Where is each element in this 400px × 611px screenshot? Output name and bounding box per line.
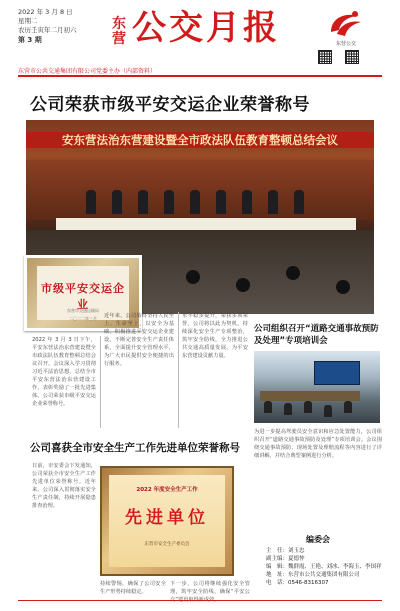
second-column-4: 下一步，公司将继续强化安全管理，筑牢安全防线，确保“平安公 (170, 581, 250, 595)
lunar-date: 农历壬寅年二月初六 (18, 26, 77, 34)
date-block (18, 8, 77, 45)
second-column-1: 日前，市安委会下发通知，公司荣获全市安全生产工作先进单位荣誉称号。近年来，公司深入贯彻落实安全生产责任制，持续开展隐患排查治理。 (32, 463, 96, 509)
weekday: 星期二 (18, 17, 38, 25)
award-recipients (86, 190, 304, 214)
editorial-board (254, 534, 382, 594)
lead-column-3: 水平稳步提升，荣获多项荣誉。公司将以此为契机，持续深化安全生产专项整治，筑牢安全防线，全力推进公共交通高质量发展，为平安东营建设贡献力量。 (182, 313, 248, 359)
logo-caption: 东营公交 (335, 41, 356, 47)
column-divider (178, 312, 179, 428)
editor-line: 电 话：0546-8316307 (266, 580, 329, 586)
training-photo (254, 351, 380, 423)
masthead-city: 东营 (112, 16, 126, 47)
top-rule (18, 75, 382, 77)
editorial-board-title: 编委会 (306, 535, 330, 544)
masthead (0, 0, 400, 62)
editor-line: 主 任：刘玉忠 (266, 548, 305, 554)
lead-headline: 公司荣获市级平安交运企业荣誉称号 (30, 95, 310, 115)
editor-line: 编 辑：魏群霞、王艳、刘冰、李海玉、李国祥 (266, 564, 382, 570)
award-plaque-photo (100, 466, 234, 576)
second-headline: 公司喜获全市安全生产工作先进单位荣誉称号 (30, 442, 240, 454)
publisher-line: 东营市公共交通集团有限公司党委主办（内部资料） (18, 68, 157, 75)
newspaper-name: 公交月报 (132, 8, 280, 48)
award-year: 2022 年度安全生产工作 (136, 487, 198, 493)
certificate-title: 市级平安交运企业 (41, 282, 125, 311)
issue-number: 第 3 期 (18, 36, 42, 44)
meeting-banner: 安东营法治东营建设暨全市政法队伍教育整顿总结会议 (26, 132, 374, 148)
qr-code-icon (318, 50, 332, 64)
qr-code-icon (345, 50, 359, 64)
bottom-rule (18, 600, 382, 601)
side-headline: 公司组织召开“道路交通事故预防及处理”专项培训会 (254, 324, 379, 346)
award-org: 东营市安全生产委员会 (144, 542, 190, 547)
lead-column-1: 2022 年 3 月 3 日下午，平安东营法治东营建设暨全市政法队伍教育整顿总结会议召开。会议深入学习贯彻习近平法治思想，总结全市平安东营法治东营建设工作，表彰奖励了一批先进集体。公司荣获市级平安交运企业荣誉称号。 (32, 337, 96, 407)
editor-line: 副主编：夏德忡 (266, 556, 305, 562)
company-logo-icon (325, 8, 365, 40)
editor-line: 地 址：东营市公共交通集团有限公司 (266, 572, 360, 578)
column-divider (100, 336, 101, 428)
award-title: 先进单位 (125, 508, 209, 528)
certificate-org: 东营市交通运输局 (67, 308, 99, 313)
stage-table (56, 218, 356, 230)
side-body: 为进一步提高驾驶员安全意识和应急处置能力，公司组织召开“道路交通事故预防及处理”专项培训会。会议围绕交通事故预防、现场处置及理赔流程等内容进行了详细讲解，并结合典型案例进行分析。 (254, 429, 382, 459)
second-column-3: 持续警惕，确保了公司安全生产形势持续稳定。 (100, 581, 166, 595)
certificate-date: 二〇二二年三月 (69, 316, 97, 321)
audience (176, 260, 366, 310)
date-line: 2022 年 3 月 8 日 (18, 8, 73, 16)
lead-column-2: 近年来，公司始终坚持人民至上、生命至上，以安全为基础，积极推进平安交运企业建设，不断完善安全生产责任体系，全面提升安全管理水平，为广大市民提供安全便捷的出行服务。 (104, 313, 174, 367)
masthead-title (112, 9, 280, 47)
